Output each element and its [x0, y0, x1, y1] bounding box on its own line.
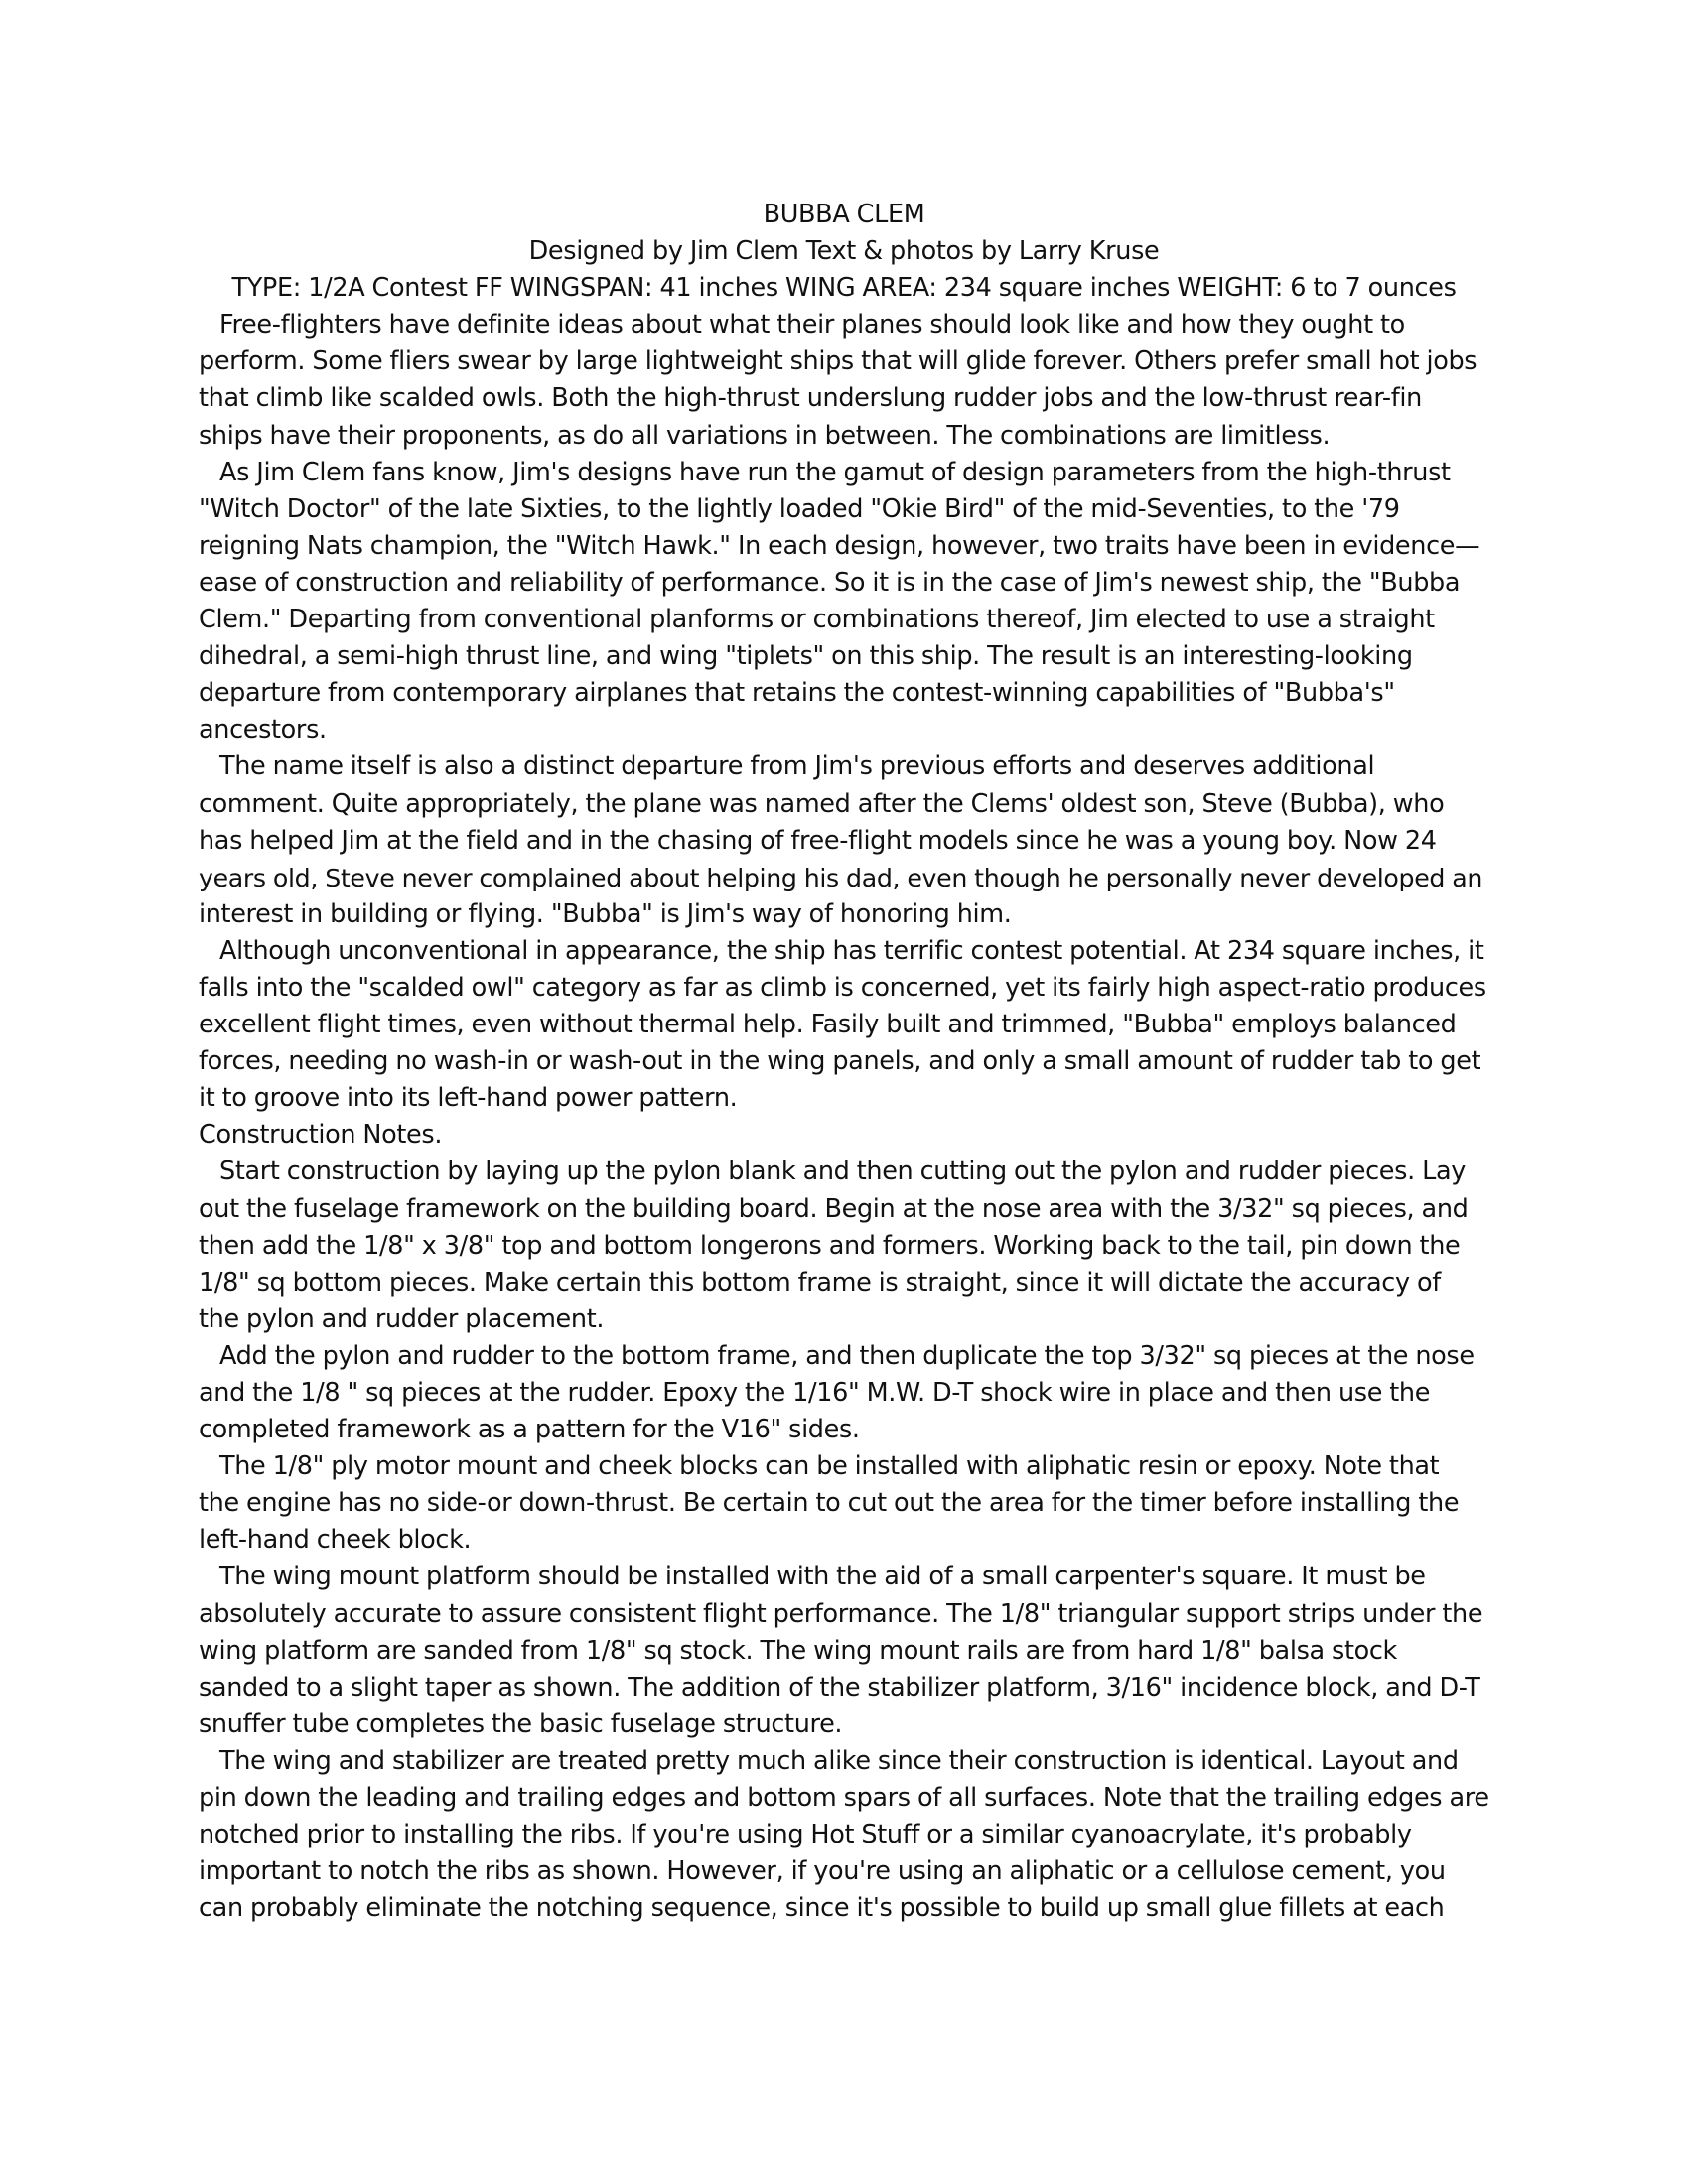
text-line: dihedral, a semi-high thrust line, and wing "tiplets" on this ship. The result is an interesting-looking — [199, 641, 1413, 672]
text-line: reigning Nats champion, the "Witch Hawk." In each design, however, two traits have been in evidence— — [199, 530, 1480, 561]
text-line: then add the 1/8" x 3/8" top and bottom longerons and formers. Working back to the tail, pin down the — [199, 1230, 1461, 1261]
text-line: forces, needing no wash-in or wash-out in the wing panels, and only a small amount of rudder tab to get — [199, 1046, 1481, 1077]
text-line: As Jim Clem fans know, Jim's designs have run the gamut of design parameters from the high-thrust — [219, 457, 1451, 487]
article-title: BUBBA CLEM — [763, 200, 925, 229]
text-line: Although unconventional in appearance, the ship has terrific contest potential. At 234 square inches, it — [219, 935, 1484, 966]
text-line: The name itself is also a distinct departure from Jim's previous efforts and deserves additional — [219, 751, 1375, 782]
text-line: that climb like scalded owls. Both the high-thrust underslung rudder jobs and the low-thrust rear-fin — [199, 383, 1422, 414]
text-line: The wing and stabilizer are treated pretty much alike since their construction is identical. Layout and — [219, 1745, 1459, 1776]
section-heading: Construction Notes. — [199, 1120, 443, 1151]
text-line: excellent flight times, even without thermal help. Fasily built and trimmed, "Bubba" employs balanced — [199, 1010, 1457, 1040]
text-line: sanded to a slight taper as shown. The addition of the stabilizer platform, 3/16" incidence block, and D-T — [199, 1672, 1480, 1703]
text-line: the engine has no side-or down-thrust. Be certain to cut out the area for the timer before installing the — [199, 1488, 1460, 1519]
text-line: absolutely accurate to assure consistent flight performance. The 1/8" triangular support strips under the — [199, 1598, 1483, 1629]
text-line: and the 1/8 " sq pieces at the rudder. Epoxy the 1/16" M.W. D-T shock wire in place and then use the — [199, 1378, 1431, 1408]
article-specs: TYPE: 1/2A Contest FF WINGSPAN: 41 inches WING AREA: 234 square inches WEIGHT: 6 to 7 ounces — [231, 273, 1457, 304]
text-line: important to notch the ribs as shown. However, if you're using an aliphatic or a cellulose cement, you — [199, 1856, 1446, 1887]
article-body — [199, 197, 1489, 1927]
text-line: Clem." Departing from conventional planforms or combinations thereof, Jim elected to use a straight — [199, 605, 1435, 635]
text-line: snuffer tube completes the basic fuselage structure. — [199, 1708, 843, 1739]
text-line: departure from contemporary airplanes that retains the contest-winning capabilities of "Bubba's" — [199, 678, 1395, 709]
text-line: years old, Steve never complained about helping his dad, even though he personally never developed an — [199, 863, 1483, 892]
text-line: Free-flighters have definite ideas about what their planes should look like and how they ought to — [219, 310, 1405, 341]
text-line: The wing mount platform should be installed with the aid of a small carpenter's square. It must be — [219, 1562, 1426, 1592]
text-line: 1/8" sq bottom pieces. Make certain this bottom frame is straight, since it will dictate the accuracy of — [199, 1267, 1441, 1297]
text-line: completed framework as a pattern for the V16" sides. — [199, 1415, 860, 1445]
text-line: can probably eliminate the notching sequence, since it's possible to build up small glue fillets at each — [199, 1893, 1445, 1924]
text-line: notched prior to installing the ribs. If you're using Hot Stuff or a similar cyanoacrylate, it's probably — [199, 1820, 1412, 1850]
article-byline: Designed by Jim Clem Text & photos by Larry Kruse — [528, 236, 1160, 267]
text-line: ease of construction and reliability of performance. So it is in the case of Jim's newest ship, the "Bubba — [199, 567, 1461, 598]
text-line: ships have their proponents, as do all variations in between. The combinations are limitless. — [199, 420, 1331, 451]
text-line: left-hand cheek block. — [199, 1525, 472, 1556]
text-line: wing platform are sanded from 1/8" sq stock. The wing mount rails are from hard 1/8" balsa stock — [199, 1635, 1397, 1666]
text-line: The 1/8" ply motor mount and cheek blocks can be installed with aliphatic resin or epoxy. Note that — [219, 1451, 1440, 1482]
text-line: pin down the leading and trailing edges and bottom spars of all surfaces. Note that the trailing edges are — [199, 1783, 1489, 1814]
text-line: interest in building or flying. "Bubba" is Jim's way of honoring him. — [199, 898, 1012, 929]
text-line: the pylon and rudder placement. — [199, 1303, 605, 1334]
text-line: has helped Jim at the field and in the chasing of free-flight models since he was a young boy. Now 24 — [199, 825, 1437, 856]
text-line: falls into the "scalded owl" category as far as climb is concerned, yet its fairly high aspect-ratio produces — [199, 972, 1486, 1003]
text-line: it to groove into its left-hand power pattern. — [199, 1083, 738, 1114]
text-line: out the fuselage framework on the building board. Begin at the nose area with the 3/32" sq pieces, and — [199, 1193, 1469, 1224]
text-line: Add the pylon and rudder to the bottom frame, and then duplicate the top 3/32" sq pieces at the nose — [219, 1340, 1475, 1371]
text-line: comment. Quite appropriately, the plane was named after the Clems' oldest son, Steve (Bubba), who — [199, 788, 1445, 819]
text-line: Start construction by laying up the pylon blank and then cutting out the pylon and rudder pieces. Lay — [219, 1157, 1466, 1187]
text-line: ancestors. — [199, 715, 327, 746]
text-line: perform. Some fliers swear by large lightweight ships that will glide forever. Others prefer small hot jobs — [199, 346, 1477, 377]
text-line: "Witch Doctor" of the late Sixties, to the lightly loaded "Okie Bird" of the mid-Seventies, to the '79 — [199, 493, 1400, 524]
